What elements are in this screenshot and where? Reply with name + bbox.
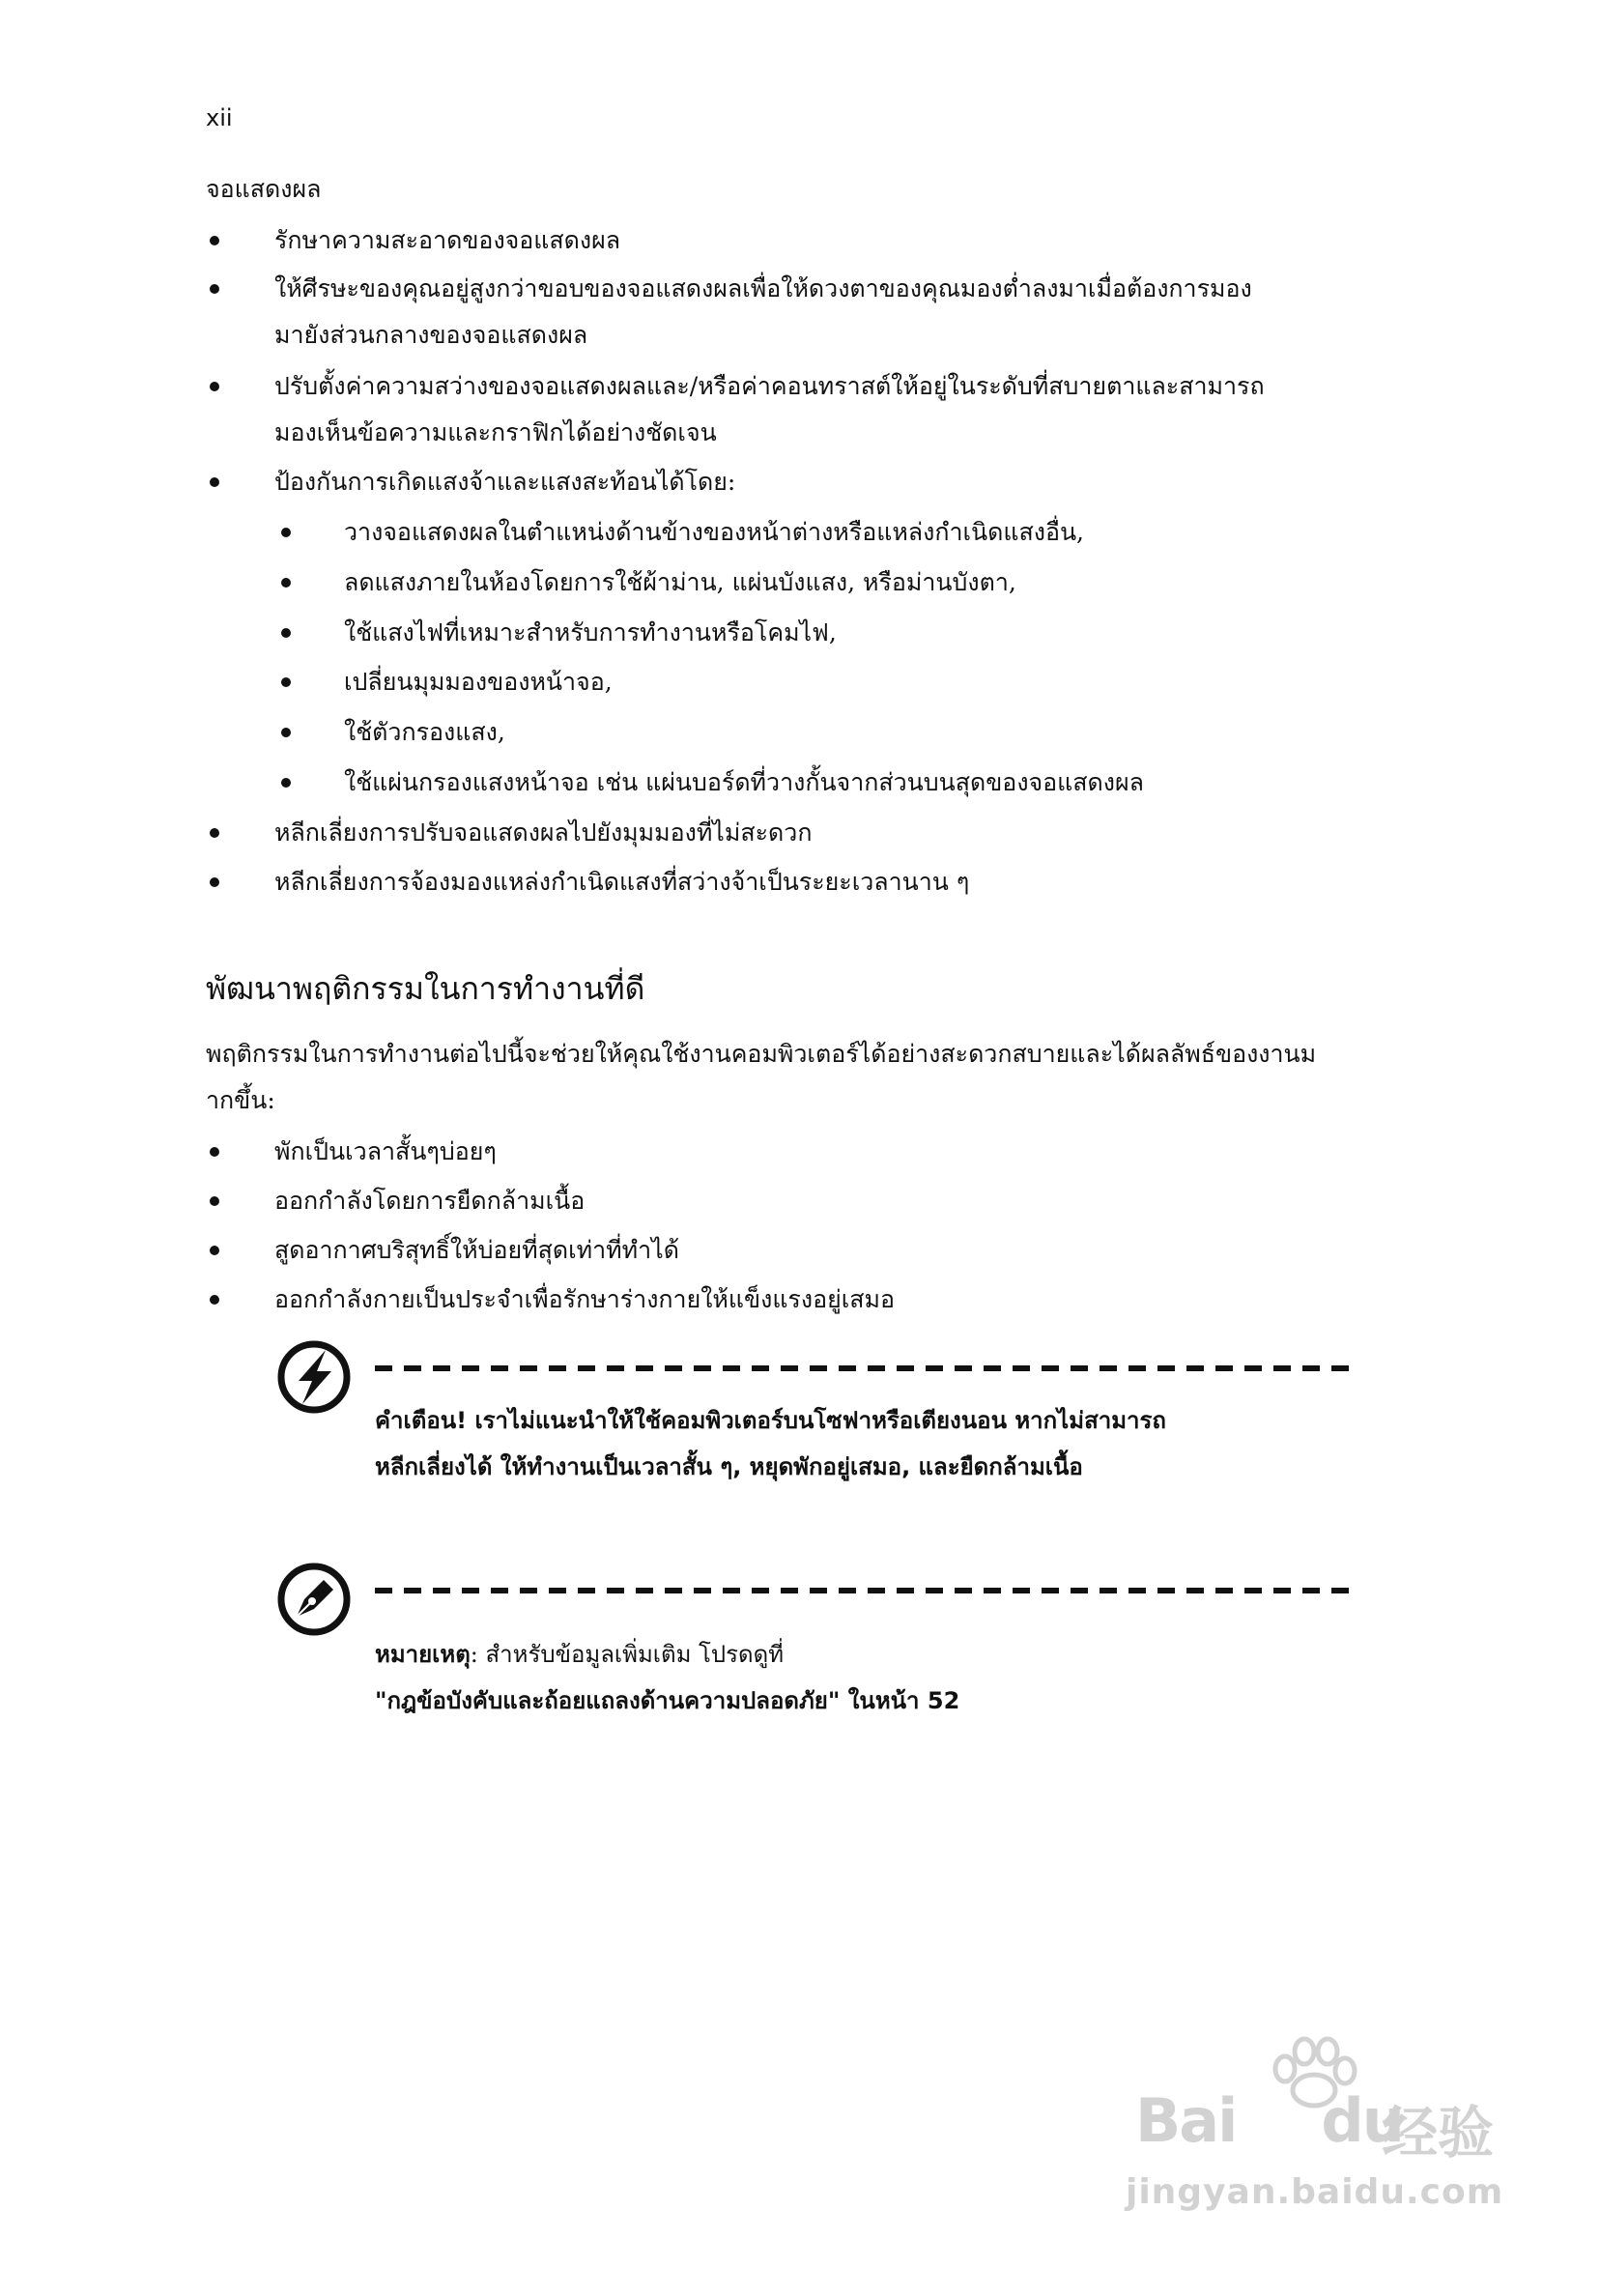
sub-list-item: วางจอแสดงผลในตำแหน่งด้านข้างของหน้าต่างหรือแหล่งกำเนิดแสงอื่น, — [344, 518, 1085, 546]
bullet — [210, 284, 219, 294]
warning-lightning-icon — [275, 1338, 353, 1416]
note-text — [375, 1632, 784, 1677]
sub-bullet — [281, 677, 291, 687]
list-item-continuation: มองเห็นข้อความและกราฟิกได้อย่างชัดเจน — [274, 418, 717, 446]
divider-dashed — [375, 1588, 1351, 1593]
sub-bullet — [281, 528, 291, 537]
warning-text: คำเตือน! เราไม่แนะนำให้ใช้คอมพิวเตอร์บนโซฟาหรือเตียงนอน หากไม่สามารถ — [375, 1407, 1166, 1434]
bullet — [210, 1196, 219, 1206]
display-heading: จอแสดงผล — [206, 175, 322, 203]
sub-bullet — [281, 578, 291, 588]
divider-dashed — [375, 1365, 1351, 1371]
note-label: หมายเหตุ — [375, 1641, 471, 1668]
sub-list-item: ลดแสงภายในห้องโดยการใช้ผ้าม่าน, แผ่นบังแสง, หรือม่านบังตา, — [344, 568, 1016, 596]
bullet — [210, 1246, 219, 1255]
intro-paragraph-continuation: ากขึ้น: — [206, 1086, 275, 1114]
list-item: พักเป็นเวลาสั้นๆบ่อยๆ — [274, 1137, 497, 1165]
list-item: สูดอากาศบริสุทธิ์ให้บ่อยที่สุดเท่าที่ทำได้ — [274, 1236, 679, 1264]
sub-list-item: ใช้แสงไฟที่เหมาะสำหรับการทำงานหรือโคมไฟ, — [344, 618, 837, 646]
baidu-wordmark — [1135, 2085, 1403, 2156]
list-item: หลีกเลี่ยงการปรับจอแสดงผลไปยังมุมมองที่ไม่สะดวก — [274, 818, 813, 847]
bullet — [210, 828, 219, 838]
baidu-url: jingyan.baidu.com — [1126, 2172, 1504, 2212]
list-item: ออกกำลังโดยการยืดกล้ามเนื้อ — [274, 1187, 586, 1215]
sub-bullet — [281, 628, 291, 638]
sub-bullet — [281, 778, 291, 788]
note-pen-icon — [275, 1561, 353, 1638]
note-body: : สำหรับข้อมูลเพิ่มเติม โปรดดูที่ — [470, 1641, 785, 1668]
list-item: ให้ศีรษะของคุณอยู่สูงกว่าขอบของจอแสดงผลเพื่อให้ดวงตาของคุณมองต่ำลงมาเมื่อต้องการมอง — [274, 274, 1252, 302]
bullet — [210, 477, 219, 487]
list-item: ปรับตั้งค่าความสว่างของจอแสดงผลและ/หรือค่าคอนทราสต์ให้อยู่ในระดับที่สบายตาและสามารถ — [274, 372, 1265, 400]
sub-list-item: ใช้แผ่นกรองแสงหน้าจอ เช่น แผ่นบอร์ดที่วางกั้นจากส่วนบนสุดของจอแสดงผล — [344, 768, 1144, 796]
section-title: พัฒนาพฤติกรรมในการทำงานที่ดี — [206, 970, 645, 1007]
bullet — [210, 877, 219, 887]
sub-list-item: เปลี่ยนมุมมองของหน้าจอ, — [344, 668, 613, 696]
list-item-continuation: มายังส่วนกลางของจอแสดงผล — [274, 321, 588, 349]
warning-text-continuation: หลีกเลี่ยงได้ ให้ทำงานเป็นเวลาสั้น ๆ, หยุดพักอยู่เสมอ, และยืดกล้ามเนื้อ — [375, 1453, 1083, 1480]
bullet — [210, 382, 219, 391]
baidu-brand-left: Bai — [1135, 2085, 1237, 2156]
note-reference: "กฎข้อบังคับและถ้อยแถลงด้านความปลอดภัย" ในหน้า 52 — [375, 1687, 960, 1714]
bullet — [210, 1295, 219, 1305]
list-item: ออกกำลังกายเป็นประจำเพื่อรักษาร่างกายให้แข็งแรงอยู่เสมอ — [274, 1285, 896, 1313]
bullet — [210, 236, 219, 245]
intro-paragraph: พฤติกรรมในการทำงานต่อไปนี้จะช่วยให้คุณใช้งานคอมพิวเตอร์ได้อย่างสะดวกสบายและได้ผลลัพธ์ของงานม — [206, 1040, 1317, 1068]
list-item: หลีกเลี่ยงการจ้องมองแหล่งกำเนิดแสงที่สว่างจ้าเป็นระยะเวลานาน ๆ — [274, 868, 970, 896]
list-item: ป้องกันการเกิดแสงจ้าและแสงสะท้อนได้โดย: — [274, 468, 736, 496]
baidu-jingyan-chinese: 经验 — [1382, 2100, 1495, 2166]
list-item: รักษาความสะอาดของจอแสดงผล — [274, 226, 621, 254]
bullet — [210, 1147, 219, 1157]
sub-list-item: ใช้ตัวกรองแสง, — [344, 718, 505, 746]
baidu-brand-right: du — [1321, 2085, 1403, 2156]
sub-bullet — [281, 728, 291, 737]
page-number: xii — [206, 104, 233, 131]
